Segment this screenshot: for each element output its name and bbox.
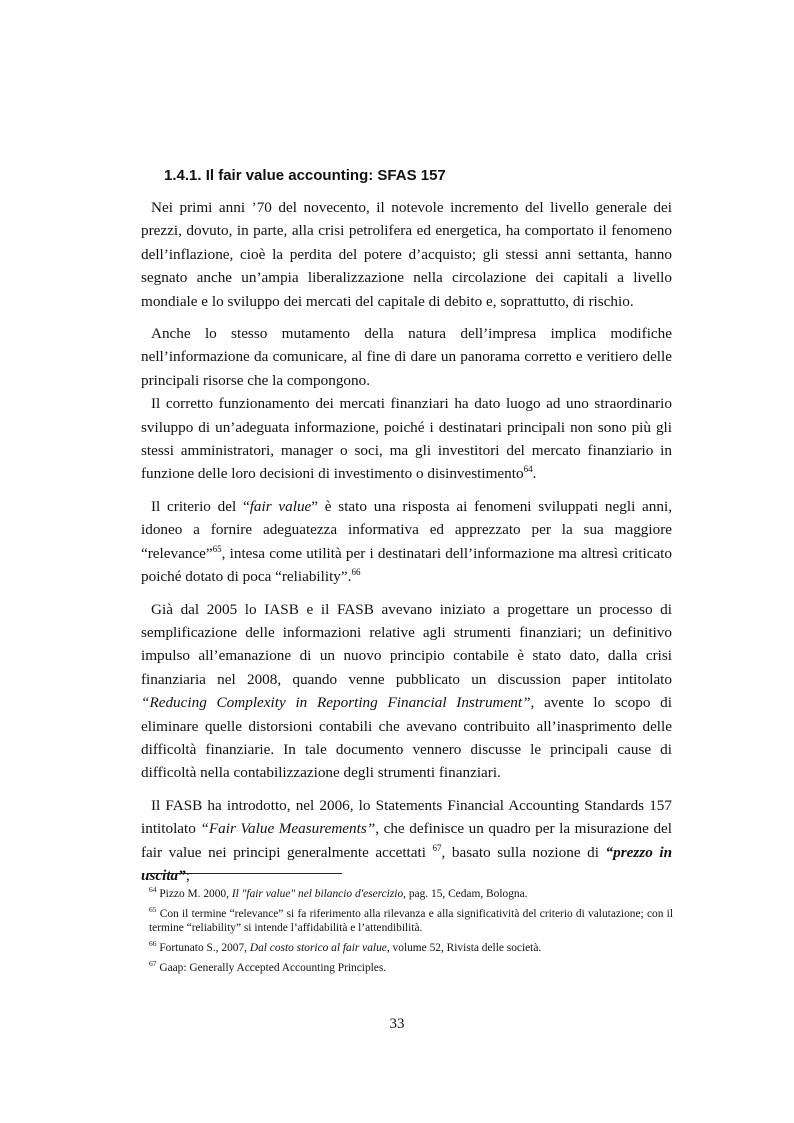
footnote-64: $^{64}$ Pizzo M. 2000, Il "fair value" nel bilancio d'esercizio, pag. 15, Cedam, Bologna. (149, 885, 528, 900)
footnote-ref-66[interactable]: 66 (351, 567, 361, 578)
section-title: Il fair value accounting: SFAS 157 (205, 167, 446, 184)
page-number: 33 (389, 1016, 405, 1032)
body-text (141, 196, 672, 896)
footnote-separator (149, 873, 342, 874)
paragraph-2: Anche lo stesso mutamento della natura dell’impresa implica modifiche nell’informazione da comunicare, al fine di dare un panorama corretto e veritiero delle principali risorse che la compongono. (141, 325, 672, 389)
footnote-65: $^{65}$ Con il termine “relevance” si fa riferimento alla rilevanza e alla significatività del criterio di valutazione; con il termine “reliability” si intende l’affidabilità e l’attendibilità. (149, 905, 673, 934)
footnote-ref-67[interactable]: 67 (432, 842, 442, 853)
section-number: 1.4.1. (164, 167, 202, 184)
footnote-ref-64[interactable]: 64 (523, 464, 533, 475)
sfas-title: “Fair Value Measurements” (200, 820, 376, 838)
paragraph-1: Nei primi anni ’70 del novecento, il notevole incremento del livello generale dei prezzi, dovuto, in parte, alla crisi petrolifera ed energetica, ha comportato il fenomeno dell’inflazione, cioè la perdita del potere d’acquisto; gli stessi anni settanta, hanno segnato anche un’ampia liberalizzazione nella circolazione dei capitali a livello mondiale e lo sviluppo dei mercati del capitale di debito e, soprattutto, di rischio. (141, 199, 672, 310)
paragraph-6: Il FASB ha introdotto, nel 2006, lo Statements Financial Accounting Standards 157 intitolato “Fair Value Measurements”, che definisce un quadro per la misurazione del fair value nei principi generalmente accettati $^{67}$, basato sulla nozione di “prezzo in uscita”; (141, 796, 673, 884)
footnote-ref-65[interactable]: 65 (212, 543, 222, 554)
section-heading (164, 167, 446, 184)
paragraph-5: Già dal 2005 lo IASB e il FASB avevano iniziato a progettare un processo di semplificazione delle informazioni relative agli strumenti finanziari; un definitivo impulso all’emanazione di un nuovo principio contabile è stato dato, dalla crisi finanziaria nel 2008, quando venne pubblicato un discussion paper intitolato “Reducing Complexity in Reporting Financial Instrument”, avente lo scopo di eliminare quelle distorsioni contabili che avevano contribuito all’inasprimento delle difficoltà finanziarie. In tale documento vennero discusse le principali cause di difficoltà nella contabilizzazione degli strumenti finanziari. (141, 600, 672, 782)
fair-value-term: fair value (249, 497, 312, 515)
exit-price-term: “prezzo in uscita” (141, 843, 673, 884)
discussion-paper-title: “Reducing Complexity in Reporting Financial Instrument” (141, 694, 531, 712)
footnote-66: $^{66}$ Fortunato S., 2007, Dal costo storico al fair value, volume 52, Rivista delle società. (149, 939, 542, 954)
footnote-67: $^{67}$ Gaap: Generally Accepted Accounting Principles. (149, 959, 387, 974)
footnotes (149, 887, 673, 981)
paragraph-3: Il corretto funzionamento dei mercati finanziari ha dato luogo ad uno straordinario sviluppo di un’adeguata informazione, poiché i destinatari principali non sono più gli stessi amministratori, manager o soci, ma gli investitori del mercato finanziario in funzione delle loro decisioni di investimento o disinvestimento$^{64}$. (141, 395, 672, 483)
paragraph-4: Il criterio del “fair value” è stato una risposta ai fenomeni sviluppati negli anni, idoneo a fornire adeguatezza informativa ed apprezzato per la sua maggiore “relevance”$^{65}$, intesa come utilità per i destinatari dell’informazione ma altresì criticato poiché dotato di poca “reliability”.$^{66}$ (141, 497, 672, 586)
